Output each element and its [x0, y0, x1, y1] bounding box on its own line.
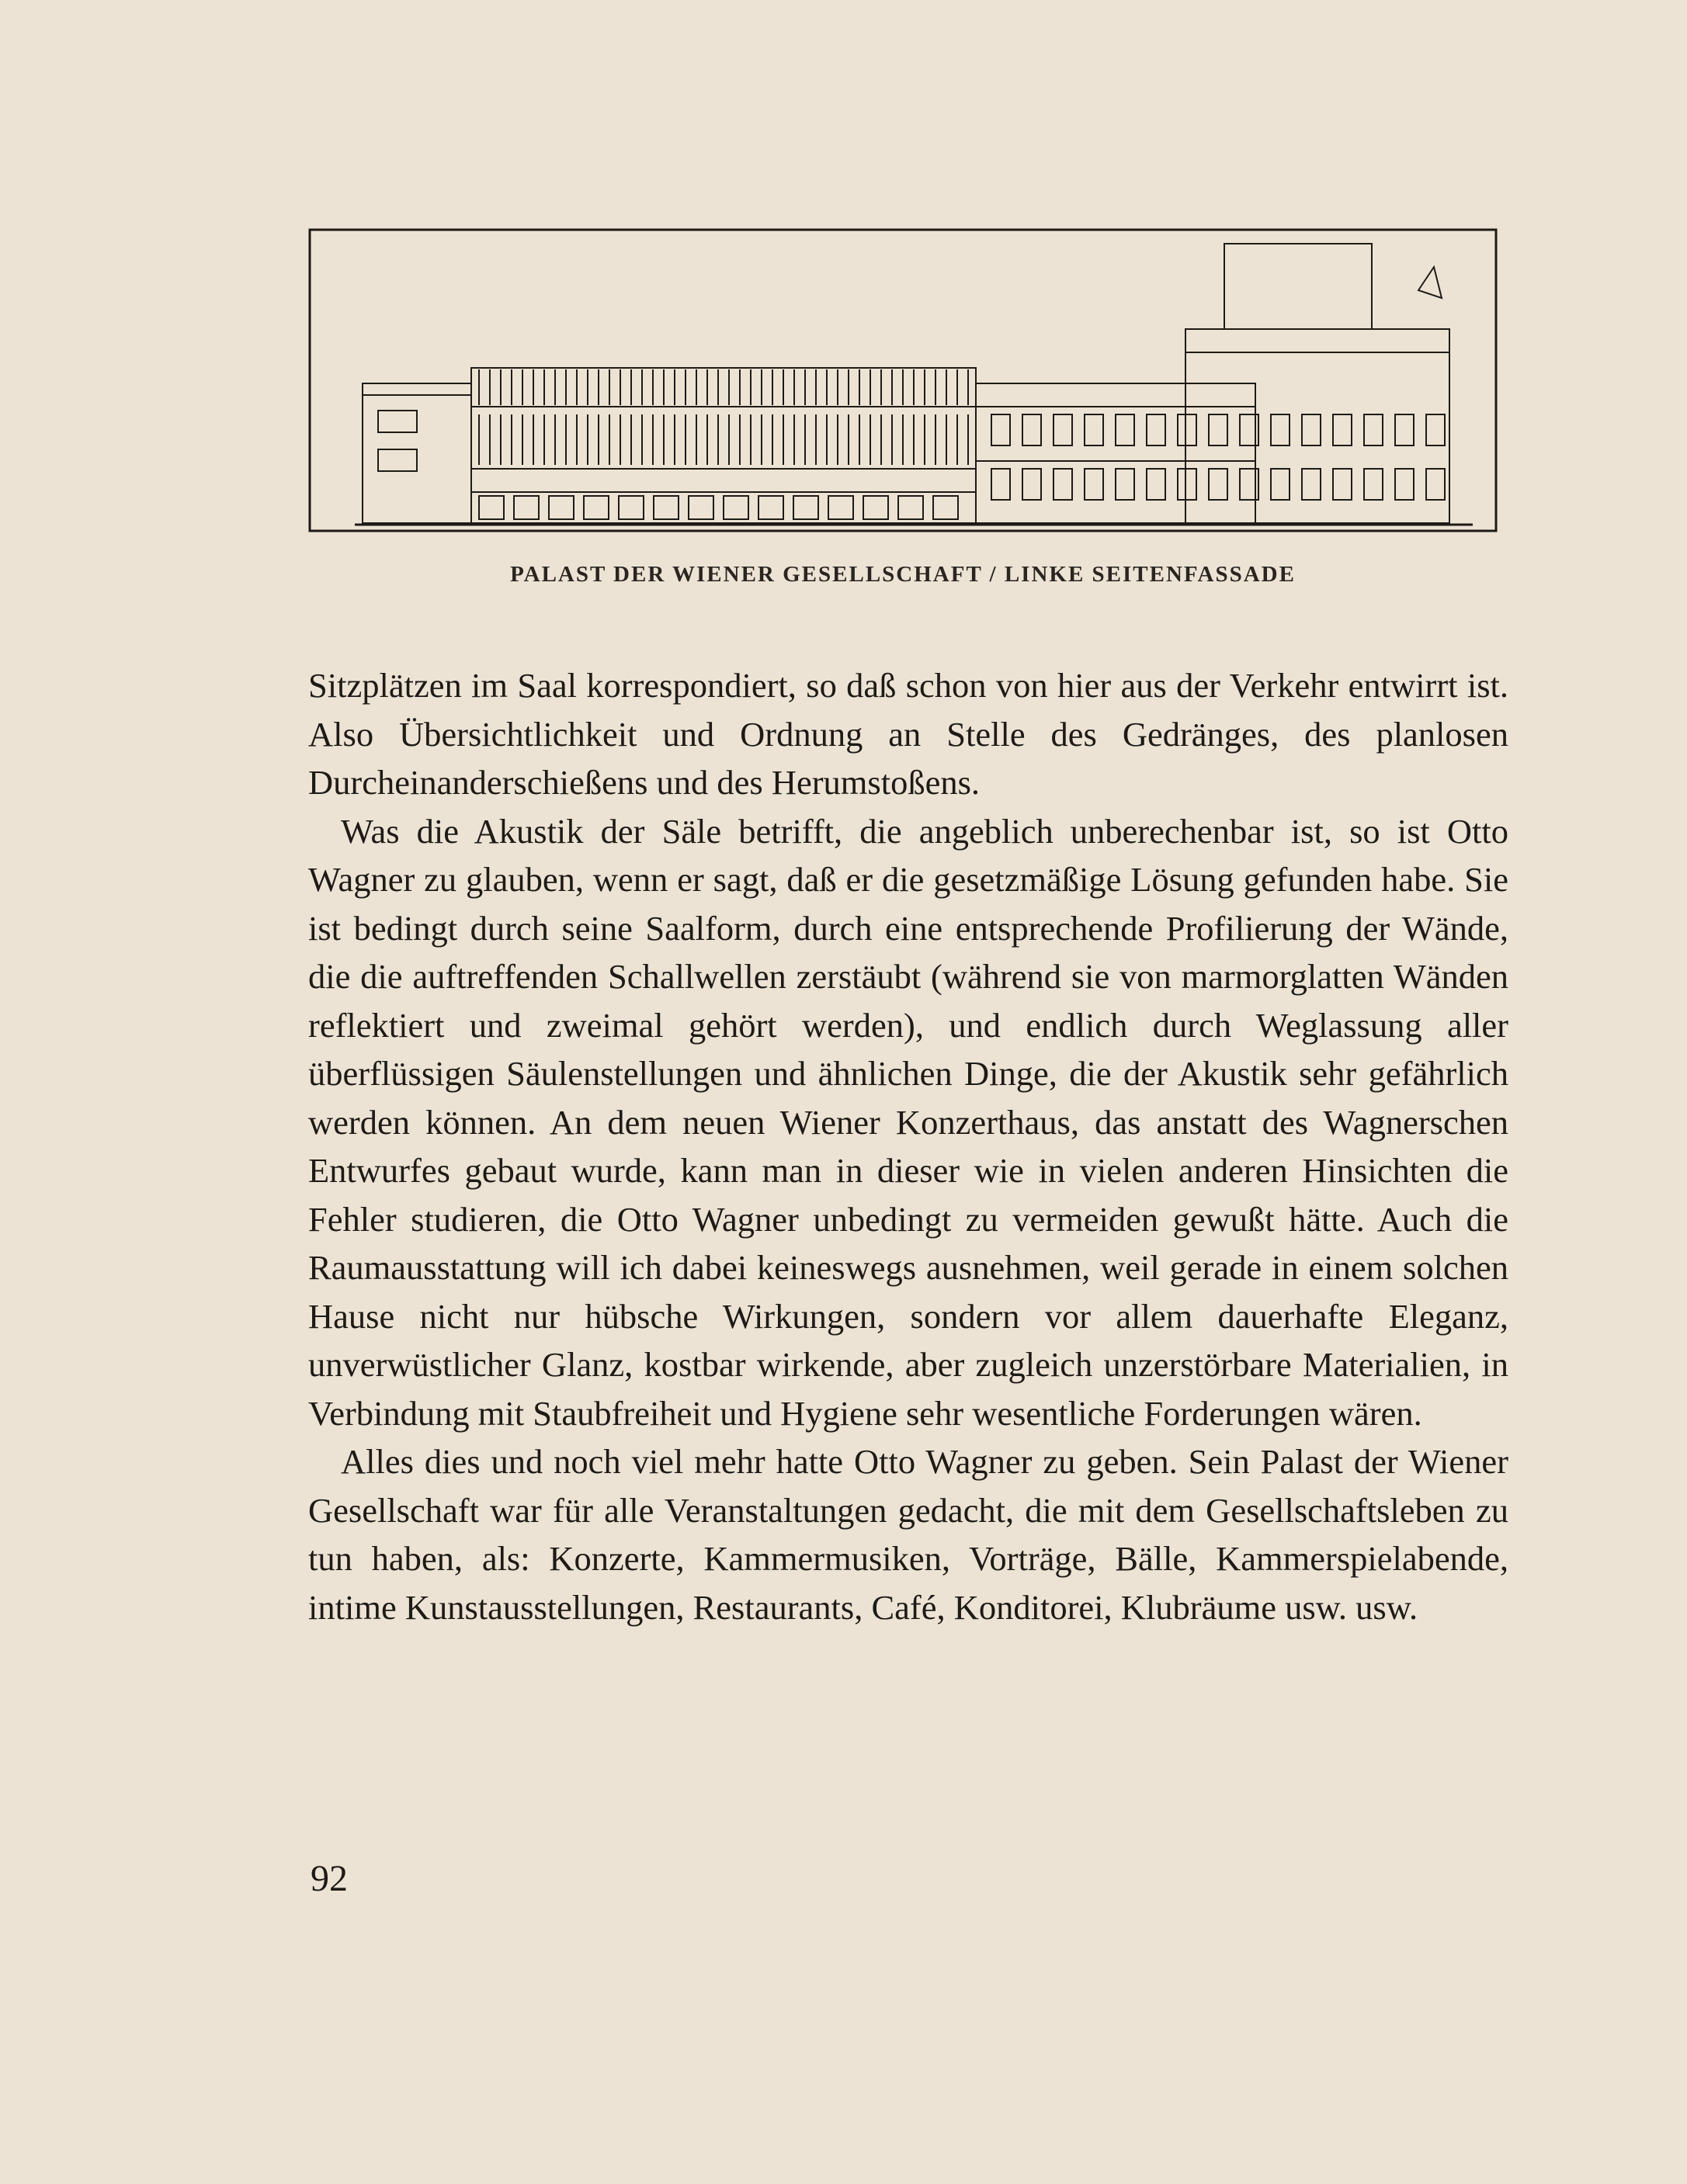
- window: [1085, 414, 1103, 445]
- window: [991, 469, 1010, 500]
- window: [1116, 414, 1134, 445]
- arch-opening: [549, 496, 574, 519]
- facade-illustration: [308, 228, 1498, 532]
- window: [1054, 469, 1072, 500]
- arch-opening: [654, 496, 679, 519]
- facade-drawing: [308, 228, 1498, 532]
- window: [1022, 469, 1041, 500]
- window: [1364, 414, 1383, 445]
- window: [1178, 469, 1196, 500]
- arch-opening: [863, 496, 888, 519]
- arch-opening: [479, 496, 504, 519]
- figure-caption: PALAST DER WIENER GESELLSCHAFT / LINKE SEITENFASSADE: [510, 562, 1296, 587]
- arch-opening: [584, 496, 609, 519]
- window: [1116, 469, 1134, 500]
- window: [1209, 469, 1227, 500]
- arch-opening: [898, 496, 923, 519]
- window: [1085, 469, 1103, 500]
- paragraph-2: Was die Akustik der Säle betrifft, die angeblich unberechenbar ist, so ist Otto Wagner zu glauben, wenn er sagt, daß er die gesetzmäßige Lösung gefunden habe. Sie ist bedingt durch seine Saalform, durch eine entsprechende Profilierung der Wände, die die auftreffenden Schallwellen zerstäubt (während sie von marmorglatten Wänden reflektiert und zweimal gehört werden), und endlich durch Weglassung aller überflüssigen Säulenstellungen und ähnlichen Dinge, die der Akustik sehr gefährlich werden können. An dem neuen Wiener Konzerthaus, das anstatt des Wagnerschen Entwurfes gebaut wurde, kann man in dieser wie in vielen anderen Hinsichten die Fehler studieren, die Otto Wagner unbedingt zu vermeiden gewußt hätte. Auch die Raumausstattung will ich dabei keineswegs ausnehmen, weil gerade in einem solchen Hause nicht nur hübsche Wirkungen, sondern vor allem dauerhafte Eleganz, unverwüstlicher Glanz, kostbar wirkende, aber zugleich unzerstörbare Materialien, in Verbindung mit Staubfreiheit und Hygiene sehr wesentliche Forderungen wären.: [308, 811, 1508, 1433]
- window: [1271, 414, 1290, 445]
- window: [1209, 414, 1227, 445]
- page-number: 92: [311, 1858, 348, 1899]
- arch-opening: [514, 496, 539, 519]
- window: [1302, 469, 1321, 500]
- window: [1178, 414, 1196, 445]
- arch-opening: [828, 496, 853, 519]
- window: [1426, 414, 1445, 445]
- arch-opening: [933, 496, 958, 519]
- arch-opening: [619, 496, 644, 519]
- arch-opening: [689, 496, 713, 519]
- window: [1147, 469, 1165, 500]
- arch-opening: [724, 496, 748, 519]
- window: [1271, 469, 1290, 500]
- window: [1426, 469, 1445, 500]
- window: [1395, 469, 1414, 500]
- window: [1333, 414, 1352, 445]
- window: [1302, 414, 1321, 445]
- paragraph-1: Sitzplätzen im Saal korrespondiert, so daß schon von hier aus der Verkehr entwirrt ist. Also Übersichtlichkeit und Ordnung an Stelle des Gedränges, des planlosen Durcheinanderschießens und des Herumstoßens.: [308, 666, 1508, 802]
- hall-columns: [479, 369, 968, 465]
- arch-opening: [793, 496, 818, 519]
- window: [1022, 414, 1041, 445]
- window: [1364, 469, 1383, 500]
- window: [1147, 414, 1165, 445]
- ground-arches: [479, 496, 958, 519]
- window: [991, 414, 1010, 445]
- window: [1333, 469, 1352, 500]
- arch-opening: [758, 496, 783, 519]
- window: [1054, 414, 1072, 445]
- paragraph-3: Alles dies und noch viel mehr hatte Otto Wagner zu geben. Sein Palast der Wiener Gesellschaft war für alle Veranstaltungen gedacht, die mit dem Gesellschaftsleben zu tun haben, als: Konzerte, Kammermusiken, Vorträge, Bälle, Kammerspielabende, intime Kunstausstellungen, Restaurants, Café, Konditorei, Klubräume usw. usw.: [308, 1442, 1508, 1627]
- body-text: [308, 661, 1508, 1631]
- block-windows: [991, 414, 1445, 500]
- window: [1395, 414, 1414, 445]
